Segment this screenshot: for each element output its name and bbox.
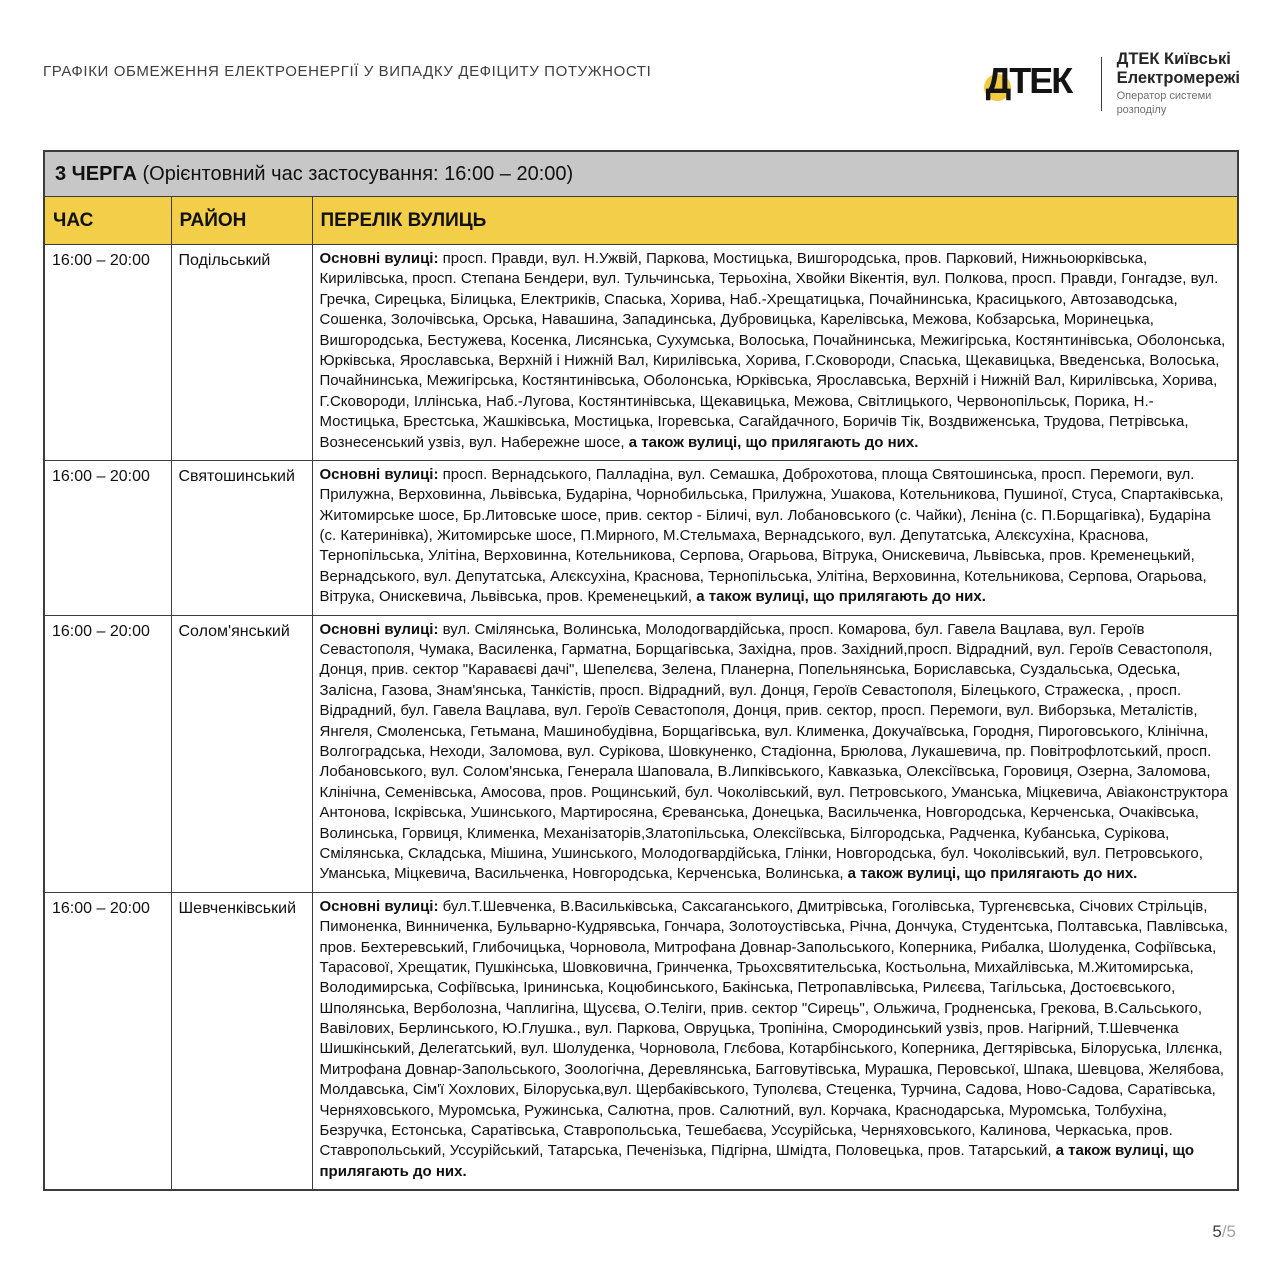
column-header-row (44, 197, 1238, 245)
schedule-table (43, 150, 1239, 1191)
district-cell: Шевченківський (171, 892, 312, 1190)
district-cell: Солом'янський (171, 615, 312, 892)
header-streets: ПЕРЕЛІК ВУЛИЦЬ (312, 197, 1238, 245)
queue-banner-row (44, 151, 1238, 197)
page-number (1212, 1222, 1236, 1242)
schedule-table-wrap (43, 150, 1239, 1191)
logo-company-line2: Електромережі (1116, 69, 1240, 88)
dtek-logo-mark (986, 55, 1086, 113)
streets-cell (312, 615, 1238, 892)
streets-prefix: Основні вулиці: (319, 465, 439, 483)
table-row-shevchenkivskyi (44, 892, 1238, 1190)
logo-operator-line2: розподілу (1116, 104, 1167, 117)
page-number-current: 5 (1212, 1222, 1222, 1241)
time-cell: 16:00 – 20:00 (44, 245, 171, 461)
table-row-sviatoshynskyi (44, 460, 1238, 615)
streets-list: просп. Правди, вул. Н.Ужвій, Паркова, Мостицька, Вишгородська, пров. Парковий, Нижньоюрківська, Кирилівська, просп. Степана Бендери, вул. Тульчинська, Терьохіна, Хвойки Вікентія, вул. Полкова, просп. Правди, Гонгадзе, вул. Гречка, Сирецька, Білицька, Електриків, Спаська, Хорива, Наб.-Хрещатицька, Почайнинська, Красицького, Автозаводська, Сошенка, Золочівська, Орська, Навашина, Западинська, Дубровицька, Карелівська, Межова, Кобзарська, Моринецька, Вишгородська, Бестужева, Косенка, Лисянська, Сухумська, Волоська, Почайнинська, Межигірська, Костянтинівська, Оболонська, Юрківська, Ярославська, Верхній і Нижній Вал, Кирилівська, Хорива, Г.Сковороди, Спаська, Щекавицька, Введенська, Волоська, Почайнинська, Межигірська, Костянтинівська, Оболонська, Юрківська, Ярославська, Верхній і Нижній Вал, Кирилівська, Хорива, Г.Сковороди, Іллінська, Наб.-Лугова, Костянтинівська, Щекавицька, Межова, Світлицького, Червонопільськ, Порика, Н.-Мостицька, Брестська, Жашківська, Мостицька, Ігоревська, Сагайдачного, Боричів Тік, Воздвиженська, Трудова, Петрівська, Вознесенський узвіз, вул. Набережне шосе, (319, 250, 1226, 451)
streets-list: бул.Т.Шевченка, В.Васильківська, Саксаганського, Дмитрівська, Гоголівська, Тургенєвська, Січових Стрільців, Пимоненка, Винниченка, Бульварно-Кудрявська, Гончара, Золотоустівська, Річна, Дончука, Студентська, Полтавська, Павлівська, пров. Бехтеревський, Глибочицька, Чорновола, Митрофана Довнар-Запольського, Коперника, Рибалка, Шолуденка, Софіївська, Тарасової, Хрещатик, Пушкінська, Шовковична, Гринченка, Трьохсвятительська, Костьольна, Михайлівська, М.Житомирська, Володимирська, Софіївська, Ірининська, Коцюбинського, Бакінська, Петропавлівська, Рилєєва, Тагільська, Достоєвського, Шполянська, Верболозна, Чаплигіна, Щусєва, О.Теліги, прив. сектор "Сирець", Ольжича, Гродненська, Грекова, В.Сальського, Вавілових, Берлинського, Ю.Глушка., вул. Паркова, Овруцька, Тропініна, Смородинський узвіз, пров. Нагірний, Т.Шевченка Шишкінський, Делегатський, вул. Шолуденка, Чорновола, Глєбова, Котарбінського, Коперника, Дегтярівська, Білоруська, Іллєнка, Митрофана Довнар-Запольського, Зоологічна, Деревлянська, Багговутівська, Мурашка, Перовської, Шпака, Шевцова, Желябова, Молдавська, Сім'ї Хохлових, Білоруська,вул. Щербаківського, Туполєва, Стеценка, Турчина, Садова, Ново-Садова, Саратівська, Черняховського, Муромська, Ружинська, Салютна, пров. Салютний, вул. Корчака, Краснодарська, Муромська, Толбухіна, Безручка, Естонська, Саратівська, Ставропольська, Тешебаєва, Уссурійська, Черняховського, Калинова, Черкаська, пров. Ставропольський, Уссурійський, Татарська, Печенізька, Підгірна, Шмідта, Половецька, пров. Татарський, (319, 897, 1228, 1160)
time-cell: 16:00 – 20:00 (44, 892, 171, 1190)
streets-suffix: а також вулиці, що прилягають до них. (628, 433, 919, 451)
district-cell: Святошинський (171, 460, 312, 615)
streets-list: вул. Смілянська, Волинська, Молодогвардійська, просп. Комарова, бул. Гавела Вацлава, вул. Героїв Севастополя, Чумака, Василенка, Гарматна, Борщагівська, Західна, пров. Західний,просп. Відрадний, вул. Героїв Севастополя, Донця, прив. сектор "Караваєві дачі", Шепелєва, Зелена, Планерна, Попельнянська, Бориславська, Суздальська, Одеська, Залісна, Газова, Знам'янська, Танкістів, просп. Відрадний, вул. Донця, Героїв Севастополя, Білецького, Стражеска, , просп. Відрадний, бул. Гавела Вацлава, вул. Героїв Севастополя, Донця, прив. сектор, просп. Перемоги, вул. Виборзька, Металістів, Янгеля, Смоленська, Гетьмана, Машинобудівна, Борщагівська, вул. Клименка, Докучаївська, Городня, Пироговського, Клінічна, Волгоградська, Неходи, Заломова, вул. Сурікова, Шовкуненко, Стадіонна, Брюлова, Лукашевича, пр. Повітрофлотський, просп. Лобановського, вул. Солом'янська, Генерала Шаповала, В.Липківського, Кавказька, Олексіївська, Горовиця, Озерна, Заломова, Клінічна, Семенівська, Амосова, пров. Рощинський, бул. Чоколівський, вул. Петровського, Уманська, Міцкевича, Авіаконструктора Антонова, Іскрівська, Ушинського, Мартиросяна, Єреванська, Донецька, Васильченка, Новгородська, Керченська, Очаківська, Волинська, Горвиця, Клименка, Механізаторів,Златопільська, Олексіївська, Білгородська, Радченка, Кубанська, Сурікова, Смілянська, Складська, Мішина, Ушинського, Молодогвардійська, Глінки, Новгородська, бул. Чоколівський, вул. Петровського, Уманська, Міцкевича, Васильченка, Новгородська, Керченська, Волинська, (319, 620, 1228, 883)
logo-divider (1101, 57, 1102, 111)
time-cell: 16:00 – 20:00 (44, 615, 171, 892)
header-time: ЧАС (44, 197, 171, 245)
streets-cell (312, 460, 1238, 615)
streets-list: просп. Вернадського, Палладіна, вул. Семашка, Доброхотова, площа Святошинська, просп. Перемоги, вул. Прилужна, Верховинна, Львівська, Бударіна, Чорнобильська, Прилужна, Ушакова, Котельникова, Пушиної, Стуса, Спартаківська, Житомирське шосе, Бр.Литовське шосе, прив. сектор - Біличі, вул. Лобановського (с. Чайки), Лєніна (с. П.Борщагівка), Бударіна (с. Катеринівка), Житомирське шосе, П.Мирного, М.Стельмаха, Вернадського, вул. Депутатська, Алєксухіна, Краснова, Тернопільська, Улітіна, Верховинна, Котельникова, Серпова, Огарьова, Вітрука, Онискевича, Львівська, пров. Кременецький, Вернадського, вул. Депутатська, Алєксухіна, Краснова, Тернопільська, Улітіна, Верховинна, Котельникова, Серпова, Огарьова, Вітрука, Онискевича, Львівська, пров. Кременецький, (319, 465, 1224, 606)
logo-text-block (1117, 50, 1240, 118)
queue-banner (44, 151, 1238, 197)
dtek-wordmark: ДТЕК (985, 59, 1072, 101)
streets-prefix: Основні вулиці: (319, 620, 439, 638)
table-row-solomianskyi (44, 615, 1238, 892)
time-cell: 16:00 – 20:00 (44, 460, 171, 615)
page-number-total: /5 (1221, 1222, 1236, 1241)
table-row-podilskyi (44, 245, 1238, 461)
streets-cell (312, 245, 1238, 461)
page-title: ГРАФІКИ ОБМЕЖЕННЯ ЕЛЕКТРОЕНЕРГІЇ У ВИПАДКУ ДЕФІЦИТУ ПОТУЖНОСТІ (43, 63, 652, 80)
dtek-logo (986, 50, 1240, 118)
streets-suffix: а також вулиці, що прилягають до них. (847, 865, 1138, 883)
streets-prefix: Основні вулиці: (319, 250, 439, 267)
streets-suffix: а також вулиці, що прилягають до них. (319, 1142, 1195, 1180)
streets-suffix: а також вулиці, що прилягають до них. (696, 588, 986, 606)
logo-company-line1: ДТЕК Київські (1116, 50, 1231, 68)
streets-cell (312, 892, 1238, 1190)
streets-prefix: Основні вулиці: (319, 897, 439, 915)
district-cell: Подільський (171, 245, 312, 461)
queue-note: (Орієнтовний час застосування: 16:00 – 20:00) (136, 162, 574, 185)
logo-operator-line1: Оператор системи (1116, 89, 1212, 102)
header-district: РАЙОН (171, 197, 312, 245)
queue-label: 3 ЧЕРГА (55, 162, 137, 185)
